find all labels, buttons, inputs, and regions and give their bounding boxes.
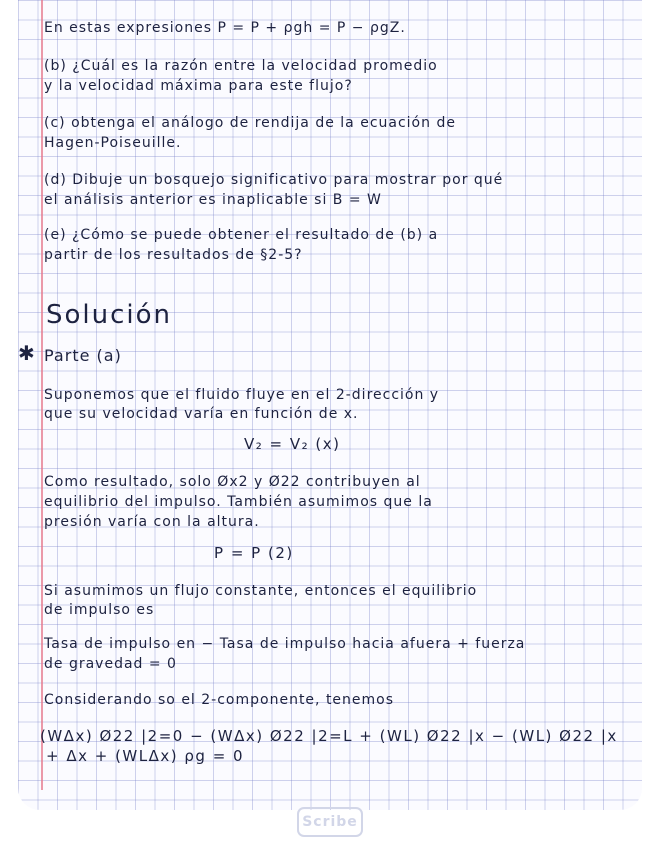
question-e-line-2: partir de los resultados de §2-5? — [44, 247, 303, 263]
margin-line — [41, 0, 43, 790]
result-line-2: equilibrio del impulso. También asumimos que la — [44, 494, 433, 510]
question-d-line-1: (d) Dibuje un bosquejo significativo para mostrar por qué — [44, 172, 504, 188]
question-e-line-1: (e) ¿Cómo se puede obtener el resultado de (b) a — [44, 227, 439, 243]
velocity-equation: V₂ = V₂ (x) — [244, 435, 341, 453]
result-line-1: Como resultado, solo Øx2 y Ø22 contribuyen al — [44, 474, 421, 490]
scribe-logo: Scribe — [297, 807, 363, 837]
solution-title: Solución — [46, 300, 173, 330]
question-c-line-1: (c) obtenga el análogo de rendija de la ecuación de — [44, 115, 456, 131]
result-line-3: presión varía con la altura. — [44, 514, 260, 530]
assumption-line-1: Suponemos que el fluido fluye en el 2-dirección y — [44, 387, 440, 403]
component-line: Considerando so el 2-componente, tenemos — [44, 692, 395, 708]
balance-line-2: de impulso es — [44, 602, 155, 618]
star-mark: ✱ — [18, 341, 36, 365]
question-b-line-1: (b) ¿Cuál es la razón entre la velocidad promedio — [44, 58, 438, 74]
part-a-heading: Parte (a) — [44, 346, 122, 365]
question-b-line-2: y la velocidad máxima para este flujo? — [44, 78, 353, 94]
pressure-equation: P = P (2) — [214, 544, 294, 562]
rate-line-2: de gravedad = 0 — [44, 656, 177, 672]
expressions-line: En estas expresiones P = P + ρgh = P − ρgZ. — [44, 20, 406, 36]
momentum-equation-line-2: + Δx + (WLΔx) ρg = 0 — [46, 747, 245, 765]
assumption-line-2: que su velocidad varía en función de x. — [44, 406, 359, 422]
balance-line-1: Si asumimos un flujo constante, entonces el equilibrio — [44, 583, 478, 599]
question-c-line-2: Hagen-Poiseuille. — [44, 135, 182, 151]
rate-line-1: Tasa de impulso en − Tasa de impulso hacia afuera + fuerza — [44, 636, 526, 652]
question-d-line-2: el análisis anterior es inaplicable si B = W — [44, 192, 382, 208]
momentum-equation-line-1: (WΔx) Ø22 |2=0 − (WΔx) Ø22 |2=L + (WL) Ø22 |x − (WL) Ø22 |x — [40, 727, 618, 745]
